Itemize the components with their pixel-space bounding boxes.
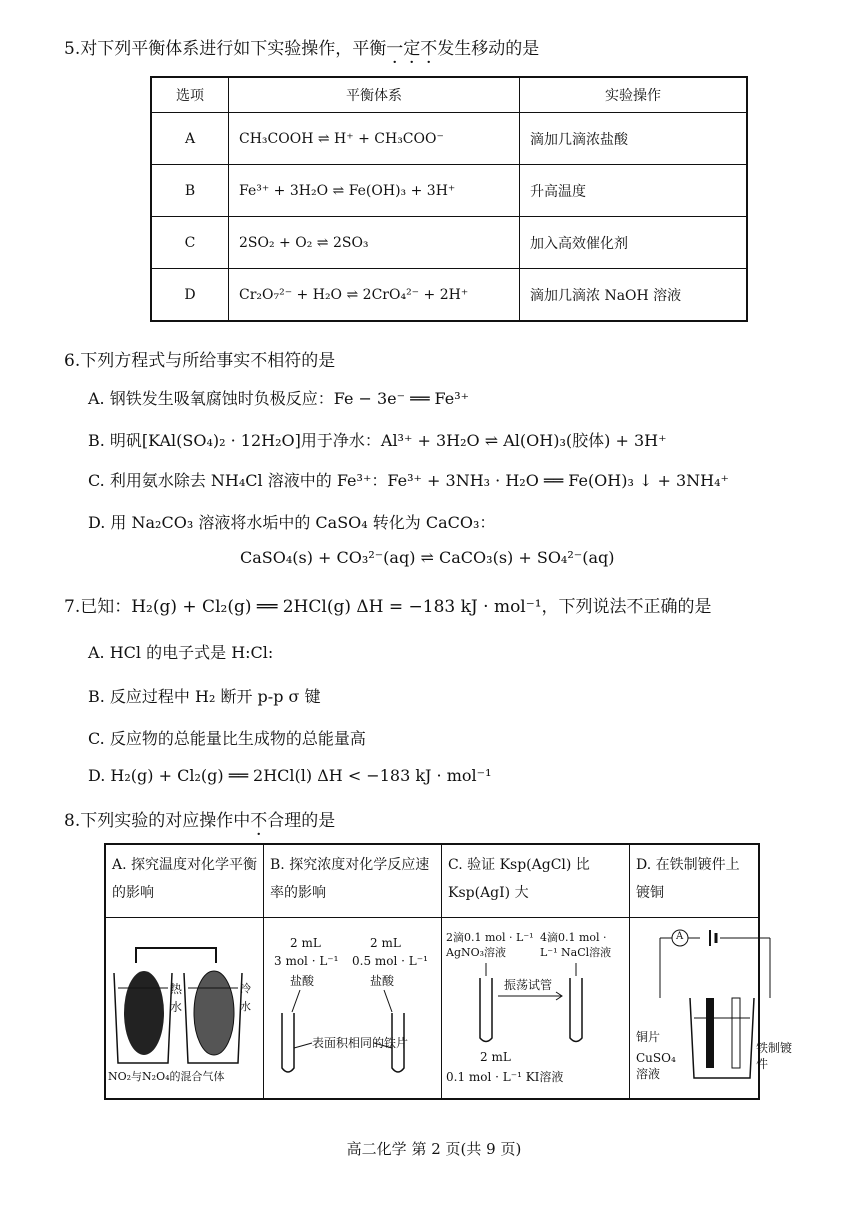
q8-header-a: A. 探究温度对化学平衡的影响: [105, 844, 264, 918]
q7-option-d: D. H₂(g) + Cl₂(g) ══ 2HCl(l) ΔH < −183 kJ · mol⁻¹: [88, 766, 492, 785]
q5-table: [150, 76, 748, 322]
q5-header-option: 选项: [151, 77, 229, 113]
q6-option-a: A. 钢铁发生吸氧腐蚀时负极反应：Fe − 3e⁻ ══ Fe³⁺: [88, 389, 470, 408]
q6-stem: 6.下列方程式与所给事实不相符的是: [64, 351, 336, 371]
table-row: [151, 165, 747, 217]
q8a-hot-label: 热水: [170, 982, 183, 1014]
q6-option-c: C. 利用氨水除去 NH₄Cl 溶液中的 Fe³⁺：Fe³⁺ + 3NH₃ · H₂O ══ Fe(OH)₃ ↓ + 3NH₄⁺: [88, 471, 729, 490]
q8c-ki-label: 0.1 mol · L⁻¹ KI溶液: [446, 1070, 564, 1084]
q5-row-option: C: [151, 217, 229, 269]
q8c-ki-vol: 2 mL: [480, 1050, 511, 1064]
test-tubes-diagram: [264, 918, 429, 1098]
q8c-shake-label: 振荡试管: [504, 978, 553, 992]
q8b-left-vol: 2 mL: [290, 936, 321, 950]
q8-figure-row: [105, 918, 759, 1100]
q6-option-b: B. 明矾[KAl(SO₄)₂ · 12H₂O]用于净水：Al³⁺ + 3H₂O ⇌ Al(OH)₃(胶体) + 3H⁺: [88, 431, 667, 450]
q8d-cuso4-label: CuSO₄溶液: [636, 1051, 676, 1081]
q5-row-option: D: [151, 269, 229, 322]
q5-row-operation: 滴加几滴浓盐酸: [520, 113, 748, 165]
table-row: [151, 113, 747, 165]
q8d-cu-label: 铜片: [636, 1030, 661, 1044]
q8-table: [104, 843, 793, 1100]
q5-row-option: B: [151, 165, 229, 217]
q8a-gas-label: NO₂与N₂O₄的混合气体: [108, 1070, 225, 1083]
table-row: [151, 217, 747, 269]
q5-row-system: Fe³⁺ + 3H₂O ⇌ Fe(OH)₃ + 3H⁺: [229, 165, 520, 217]
q6-option-d: D. 用 Na₂CO₃ 溶液将水垢中的 CaSO₄ 转化为 CaCO₃：: [88, 513, 496, 532]
q8b-right-acid: 盐酸: [370, 974, 395, 988]
q5-stem-em3: 不: [420, 39, 438, 59]
q6-option-d-equation: CaSO₄(s) + CO₃²⁻(aq) ⇌ CaCO₃(s) + SO₄²⁻(aq): [240, 548, 615, 567]
q5-stem-suffix: 发生移动的是: [437, 39, 540, 59]
q8b-left-conc: 3 mol · L⁻¹: [274, 954, 339, 968]
ammeter-icon: A: [676, 931, 684, 942]
q8-figure-c: [442, 918, 630, 1100]
q8-header-row: [105, 844, 759, 918]
q8d-fe-label: 铁制镀件: [756, 1041, 793, 1071]
q5-row-operation: 升高温度: [520, 165, 748, 217]
q8c-nacl-label: 4滴0.1 mol · L⁻¹ NaCl溶液: [540, 931, 612, 959]
q5-header-row: [151, 77, 747, 113]
q5-row-operation: 加入高效催化剂: [520, 217, 748, 269]
q7-option-c: C. 反应物的总能量比生成物的总能量高: [88, 729, 366, 748]
q5-header-operation: 实验操作: [520, 77, 748, 113]
q8-figure-d: [630, 918, 793, 1100]
q7-option-a: A. HCl 的电子式是 H:Cl:: [88, 643, 274, 662]
q5-stem-em2: 定: [403, 39, 421, 59]
q8-stem-em: 不: [250, 811, 268, 831]
q8b-right-vol: 2 mL: [370, 936, 401, 950]
q8b-left-acid: 盐酸: [290, 974, 315, 988]
q5-row-option: A: [151, 113, 229, 165]
q8-stem: [64, 806, 335, 831]
q5-stem-prefix: 5.对下列平衡体系进行如下实验操作，平衡: [64, 39, 387, 59]
q8b-right-conc: 0.5 mol · L⁻¹: [352, 954, 428, 968]
q5-stem: [64, 34, 539, 59]
q8a-cold-label: 冷水: [240, 982, 251, 1013]
q5-header-system: 平衡体系: [229, 77, 520, 113]
q8c-agno3-label: 2滴0.1 mol · L⁻¹ AgNO₃溶液: [446, 931, 534, 959]
q5-row-system: CH₃COOH ⇌ H⁺ + CH₃COO⁻: [229, 113, 520, 165]
q5-row-system: Cr₂O₇²⁻ + H₂O ⇌ 2CrO₄²⁻ + 2H⁺: [229, 269, 520, 322]
q8b-iron-label: 表面积相同的铁片: [312, 1036, 409, 1050]
q8-header-d: D. 在铁制镀件上镀铜: [630, 844, 760, 918]
q5-row-operation: 滴加几滴浓 NaOH 溶液: [520, 269, 748, 322]
q5-row-system: 2SO₂ + O₂ ⇌ 2SO₃: [229, 217, 520, 269]
q5-stem-em1: 一: [386, 39, 404, 59]
q8-stem-prefix: 8.下列实验的对应操作中: [64, 811, 251, 831]
q8-stem-suffix: 合理的是: [267, 811, 336, 831]
q8-header-c: C. 验证 Ksp(AgCl) 比 Ksp(AgI) 大: [442, 844, 630, 918]
q8-header-b: B. 探究浓度对化学反应速率的影响: [264, 844, 442, 918]
page-footer: 高二化学 第 2 页(共 9 页): [346, 1140, 522, 1158]
q7-stem: 7.已知：H₂(g) + Cl₂(g) ══ 2HCl(g) ΔH = −183 kJ · mol⁻¹，下列说法不正确的是: [64, 597, 712, 617]
q8-figure-a: [105, 918, 264, 1100]
q7-option-b: B. 反应过程中 H₂ 断开 p-p σ 键: [88, 687, 321, 706]
q8-figure-b: [264, 918, 442, 1100]
table-row: [151, 269, 747, 322]
